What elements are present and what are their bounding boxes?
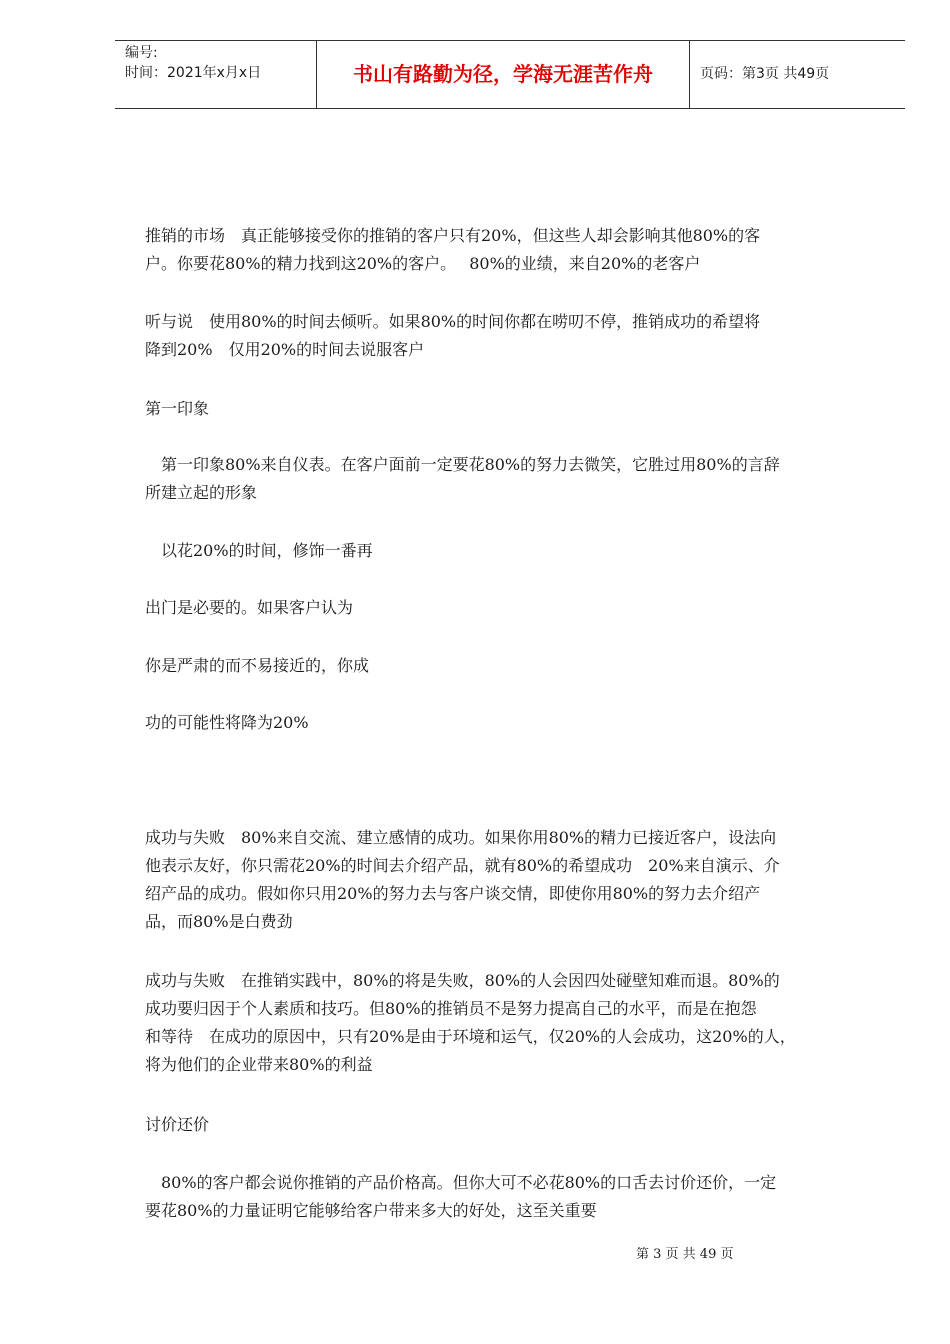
text-line: 户。你要花80%的精力找到这20%的客户。 80%的业绩，来自20%的老客户 <box>145 254 701 273</box>
text-line: 出门是必要的。如果客户认为 <box>145 598 354 617</box>
header-page-info: 页码：第3页 共49页 <box>700 66 830 82</box>
paragraph-market <box>145 222 890 278</box>
text-line: 和等待 在成功的原因中，只有20%是由于环境和运气，仅20%的人会成功，这20%的人， <box>145 1027 796 1046</box>
heading-first-impression <box>145 395 890 423</box>
paragraph-listen-speak <box>145 308 890 364</box>
header-motto: 书山有路勤为径，学海无涯苦作舟 <box>316 41 690 108</box>
text-line: 推销的市场 真正能够接受你的推销的客户只有20%，但这些人却会影响其他80%的客 <box>145 226 761 245</box>
paragraph-bargaining <box>145 1169 890 1225</box>
paragraph-first-impression <box>145 451 890 507</box>
document-time-label: 时间：2021年x月x日 <box>125 65 262 81</box>
text-line: 第一印象 <box>145 399 210 418</box>
text-line: 以花20%的时间，修饰一番再 <box>145 541 373 560</box>
text-line: 他表示友好，你只需花20%的时间去介绍产品，就有80%的希望成功 20%来自演示、介 <box>145 856 780 875</box>
page-footer: 第 3 页 共 49 页 <box>636 1247 734 1262</box>
text-line: 所建立起的形象 <box>145 483 258 502</box>
document-number-label: 编号: <box>125 45 158 61</box>
text-line: 听与说 使用80%的时间去倾听。如果80%的时间你都在唠叨不停，推销成功的希望将 <box>145 312 761 331</box>
page-header <box>115 40 905 109</box>
text-line: 讨价还价 <box>145 1115 210 1134</box>
header-meta-cell <box>115 41 316 108</box>
text-line: 绍产品的成功。假如你只用20%的努力去与客户谈交情，即使你用80%的努力去介绍产 <box>145 884 761 903</box>
paragraph-success-failure-2 <box>145 967 890 1079</box>
paragraph-grooming-2 <box>145 594 890 622</box>
paragraph-success-failure-1 <box>145 824 890 936</box>
text-line: 将为他们的企业带来80%的利益 <box>145 1055 373 1074</box>
text-line: 成功与失败 在推销实践中，80%的将是失败，80%的人会因四处碰壁知难而退。80%的 <box>145 971 780 990</box>
text-line: 你是严肃的而不易接近的，你成 <box>145 656 370 675</box>
text-line: 功的可能性将降为20% <box>145 713 309 732</box>
paragraph-grooming-4 <box>145 709 890 737</box>
paragraph-grooming-3 <box>145 652 890 680</box>
text-line: 品，而80%是白费劲 <box>145 912 293 931</box>
text-line: 要花80%的力量证明它能够给客户带来多大的好处，这至关重要 <box>145 1201 597 1220</box>
text-line: 降到20% 仅用20%的时间去说服客户 <box>145 340 425 359</box>
text-line: 成功与失败 80%来自交流、建立感情的成功。如果你用80%的精力已接近客户，设法向 <box>145 828 777 847</box>
heading-bargaining <box>145 1111 890 1139</box>
text-line: 第一印象80%来自仪表。在客户面前一定要花80%的努力去微笑，它胜过用80%的言辞 <box>145 455 780 474</box>
text-line: 80%的客户都会说你推销的产品价格高。但你大可不必花80%的口舌去讨价还价，一定 <box>145 1173 777 1192</box>
text-line: 成功要归因于个人素质和技巧。但80%的推销员不是努力提高自己的水平，而是在抱怨 <box>145 999 757 1018</box>
paragraph-grooming-1 <box>145 537 890 565</box>
